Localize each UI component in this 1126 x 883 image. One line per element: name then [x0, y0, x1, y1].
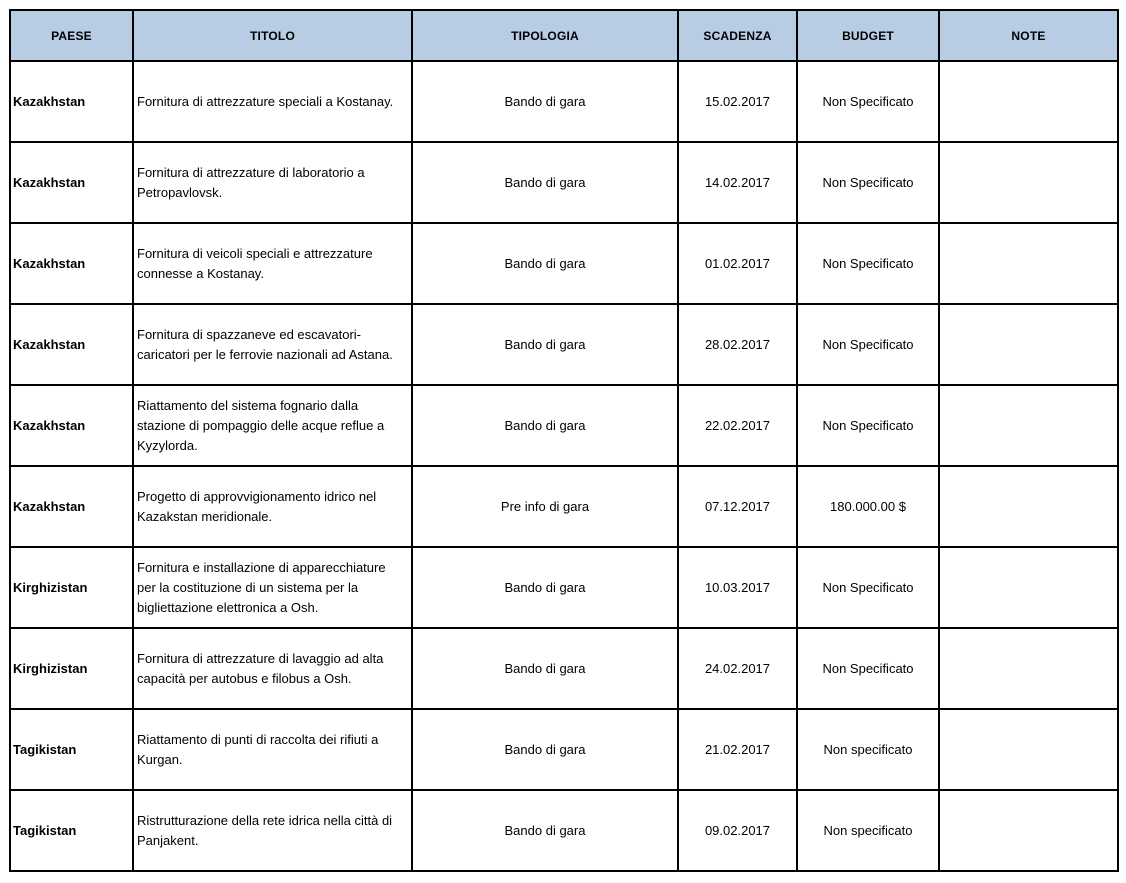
table-row — [11, 304, 1117, 385]
cell-scadenza: 15.02.2017 — [678, 61, 797, 142]
cell-paese: Kazakhstan — [11, 223, 133, 304]
cell-paese: Tagikistan — [11, 790, 133, 871]
cell-paese: Kirghizistan — [11, 628, 133, 709]
header-row — [11, 11, 1117, 61]
cell-titolo: Riattamento del sistema fognario dalla stazione di pompaggio delle acque reflue a Kyzylorda. — [133, 385, 412, 466]
cell-titolo: Fornitura di attrezzature di laboratorio a Petropavlovsk. — [133, 142, 412, 223]
cell-budget: Non specificato — [797, 709, 939, 790]
table-row — [11, 547, 1117, 628]
cell-note — [939, 385, 1117, 466]
cell-paese: Tagikistan — [11, 709, 133, 790]
cell-note — [939, 466, 1117, 547]
cell-paese: Kazakhstan — [11, 61, 133, 142]
cell-paese: Kazakhstan — [11, 142, 133, 223]
header-titolo: TITOLO — [133, 11, 412, 61]
cell-tipologia: Bando di gara — [412, 304, 678, 385]
header-tipologia: TIPOLOGIA — [412, 11, 678, 61]
cell-tipologia: Bando di gara — [412, 385, 678, 466]
cell-tipologia: Bando di gara — [412, 709, 678, 790]
cell-tipologia: Bando di gara — [412, 61, 678, 142]
cell-budget: Non Specificato — [797, 385, 939, 466]
tenders-table — [11, 11, 1117, 871]
cell-titolo: Fornitura di spazzaneve ed escavatori-caricatori per le ferrovie nazionali ad Astana. — [133, 304, 412, 385]
cell-titolo: Fornitura e installazione di apparecchiature per la costituzione di un sistema per la bigliettazione elettronica a Osh. — [133, 547, 412, 628]
cell-tipologia: Bando di gara — [412, 628, 678, 709]
cell-budget: Non Specificato — [797, 547, 939, 628]
cell-note — [939, 547, 1117, 628]
cell-tipologia: Bando di gara — [412, 142, 678, 223]
table-row — [11, 223, 1117, 304]
cell-tipologia: Pre info di gara — [412, 466, 678, 547]
cell-note — [939, 223, 1117, 304]
cell-titolo: Fornitura di attrezzature speciali a Kostanay. — [133, 61, 412, 142]
cell-note — [939, 628, 1117, 709]
header-budget: BUDGET — [797, 11, 939, 61]
header-paese: PAESE — [11, 11, 133, 61]
cell-paese: Kazakhstan — [11, 385, 133, 466]
cell-paese: Kirghizistan — [11, 547, 133, 628]
cell-budget: Non Specificato — [797, 142, 939, 223]
cell-scadenza: 22.02.2017 — [678, 385, 797, 466]
table-row — [11, 628, 1117, 709]
cell-budget: Non specificato — [797, 790, 939, 871]
tenders-sheet — [9, 9, 1119, 872]
cell-tipologia: Bando di gara — [412, 547, 678, 628]
cell-scadenza: 07.12.2017 — [678, 466, 797, 547]
cell-paese: Kazakhstan — [11, 466, 133, 547]
table-row — [11, 466, 1117, 547]
table-row — [11, 709, 1117, 790]
table-row — [11, 61, 1117, 142]
cell-note — [939, 790, 1117, 871]
cell-budget: Non Specificato — [797, 223, 939, 304]
cell-titolo: Ristrutturazione della rete idrica nella città di Panjakent. — [133, 790, 412, 871]
header-scadenza: SCADENZA — [678, 11, 797, 61]
cell-note — [939, 304, 1117, 385]
cell-scadenza: 01.02.2017 — [678, 223, 797, 304]
cell-titolo: Riattamento di punti di raccolta dei rifiuti a Kurgan. — [133, 709, 412, 790]
cell-titolo: Fornitura di veicoli speciali e attrezzature connesse a Kostanay. — [133, 223, 412, 304]
cell-titolo: Fornitura di attrezzature di lavaggio ad alta capacità per autobus e filobus a Osh. — [133, 628, 412, 709]
cell-titolo: Progetto di approvvigionamento idrico nel Kazakstan meridionale. — [133, 466, 412, 547]
cell-scadenza: 10.03.2017 — [678, 547, 797, 628]
table-row — [11, 385, 1117, 466]
cell-budget: Non Specificato — [797, 61, 939, 142]
cell-scadenza: 21.02.2017 — [678, 709, 797, 790]
table-row — [11, 790, 1117, 871]
cell-note — [939, 61, 1117, 142]
cell-scadenza: 14.02.2017 — [678, 142, 797, 223]
cell-scadenza: 24.02.2017 — [678, 628, 797, 709]
cell-tipologia: Bando di gara — [412, 223, 678, 304]
cell-budget: Non Specificato — [797, 304, 939, 385]
cell-note — [939, 709, 1117, 790]
cell-tipologia: Bando di gara — [412, 790, 678, 871]
cell-budget: 180.000.00 $ — [797, 466, 939, 547]
cell-note — [939, 142, 1117, 223]
table-row — [11, 142, 1117, 223]
cell-paese: Kazakhstan — [11, 304, 133, 385]
cell-scadenza: 28.02.2017 — [678, 304, 797, 385]
header-note: NOTE — [939, 11, 1117, 61]
cell-scadenza: 09.02.2017 — [678, 790, 797, 871]
cell-budget: Non Specificato — [797, 628, 939, 709]
